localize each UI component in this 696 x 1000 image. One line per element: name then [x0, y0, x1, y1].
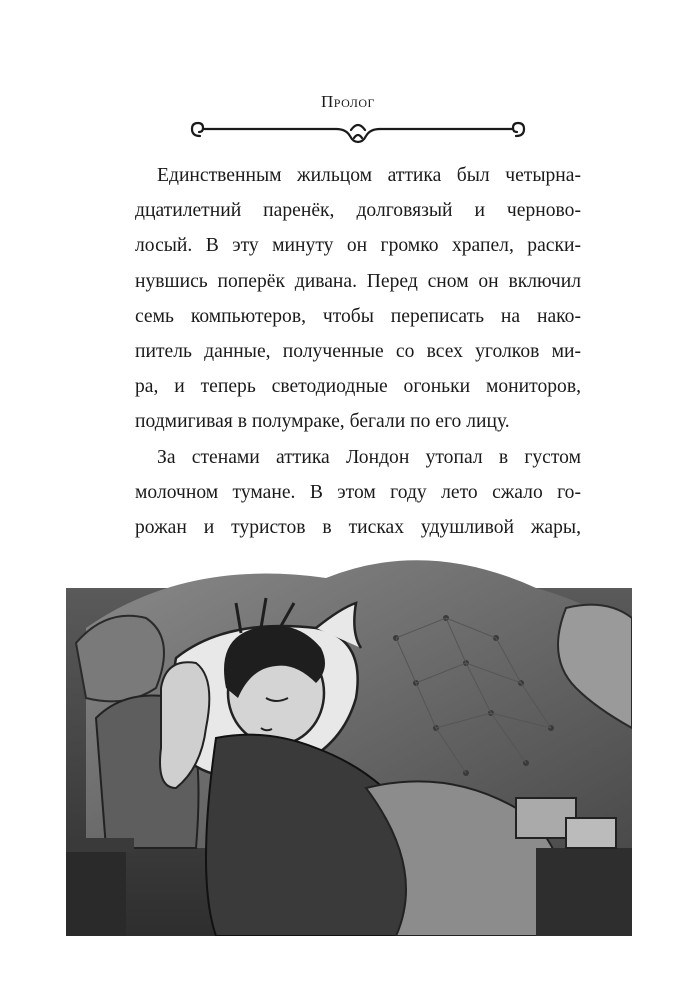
text-line: ра, и теперь светодиодные огоньки мониторов,	[135, 376, 581, 398]
paragraph-1	[135, 158, 581, 440]
sleeping-boy-on-sofa-illustration	[66, 548, 632, 936]
text-line: семь компьютеров, чтобы переписать на нако-	[135, 305, 581, 327]
text-line: питель данные, полученные со всех уголков ми-	[135, 341, 581, 363]
scroll-flourish-icon	[188, 118, 528, 148]
text-line: рожан и туристов в тисках удушливой жары,	[135, 517, 581, 539]
text-line: подмигивая в полумраке, бегали по его лицу.	[135, 411, 510, 433]
chapter-title: Пролог	[321, 92, 375, 111]
body-text	[135, 158, 581, 616]
text-line: Единственным жильцом аттика был четырна-	[157, 165, 581, 186]
side-table-shape	[66, 848, 126, 936]
text-line: молочном тумане. В этом году лето сжало го-	[135, 481, 581, 503]
text-line: лосый. В эту минуту он громко храпел, раски-	[135, 235, 581, 257]
text-line: За стенами аттика Лондон утопал в густом	[157, 446, 581, 468]
text-line: дцатилетний паренёк, долговязый и черново-	[135, 200, 581, 222]
text-line: нувшись поперёк дивана. Перед сном он включил	[135, 270, 581, 292]
